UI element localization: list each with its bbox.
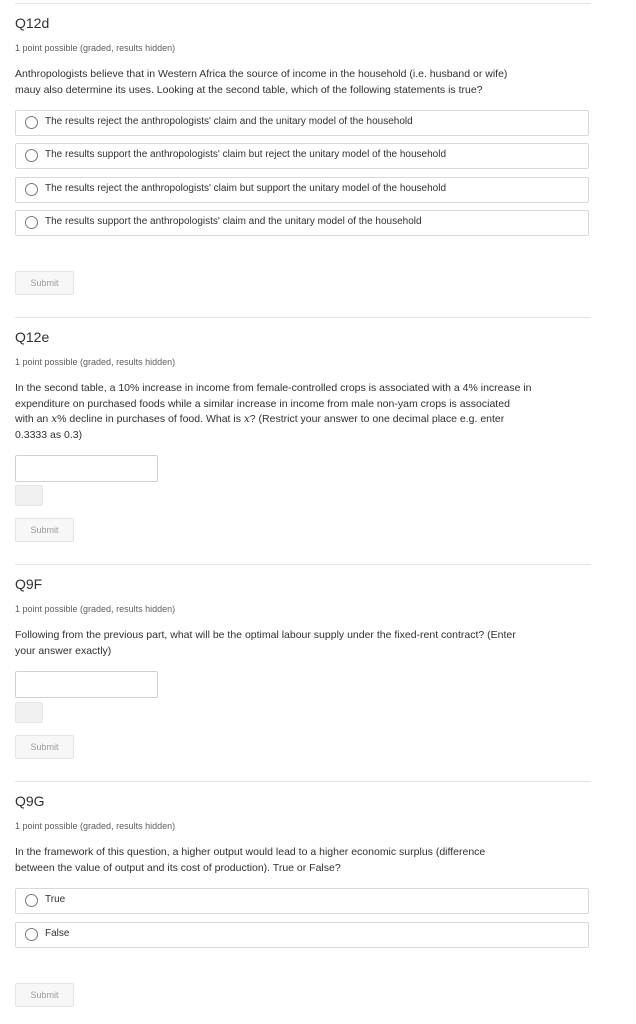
radio-icon[interactable] — [25, 149, 38, 162]
submit-button[interactable]: Submit — [15, 518, 74, 542]
question-title: Q12e — [15, 329, 50, 345]
choice-label: True — [45, 894, 66, 905]
section-divider — [15, 781, 591, 782]
question-prompt — [15, 67, 591, 98]
question-meta: 1 point possible (graded, results hidden) — [15, 43, 176, 53]
choice-label: The results support the anthropologists' claim and the unitary model of the household — [45, 216, 422, 227]
question-title: Q9G — [15, 793, 45, 809]
prompt-line: In the framework of this question, a higher output would lead to a higher economic surplus (difference — [15, 846, 486, 858]
question-prompt — [15, 628, 591, 659]
answer-status-indicator — [15, 702, 43, 723]
question-prompt — [15, 381, 591, 443]
question-prompt — [15, 845, 591, 876]
choice-label: The results support the anthropologists' claim but reject the unitary model of the household — [45, 149, 447, 160]
choice-label: The results reject the anthropologists' claim and the unitary model of the household — [45, 116, 413, 127]
prompt-line: with an x% decline in purchases of food. What is x? (Restrict your answer to one decimal place e.g. enter — [15, 413, 505, 425]
choice-option[interactable] — [15, 110, 589, 136]
submit-button[interactable]: Submit — [15, 735, 74, 759]
question-meta: 1 point possible (graded, results hidden) — [15, 821, 176, 831]
answer-input[interactable] — [15, 455, 158, 482]
choice-label: False — [45, 928, 70, 939]
choice-label: The results reject the anthropologists' claim but support the unitary model of the household — [45, 183, 447, 194]
radio-icon[interactable] — [25, 894, 38, 907]
prompt-line: your answer exactly) — [15, 644, 112, 657]
choice-option[interactable] — [15, 177, 589, 203]
section-divider — [15, 317, 591, 318]
submit-button[interactable]: Submit — [15, 271, 74, 295]
radio-icon[interactable] — [25, 216, 38, 229]
prompt-line: expenditure on purchased foods while a similar increase in income from male non-yam crops is associated — [15, 397, 510, 410]
choice-option[interactable] — [15, 922, 589, 948]
submit-button[interactable]: Submit — [15, 983, 74, 1007]
prompt-line: In the second table, a 10% increase in income from female-controlled crops is associated with a 4% increase in — [15, 382, 532, 394]
answer-status-indicator — [15, 485, 43, 506]
question-meta: 1 point possible (graded, results hidden) — [15, 357, 176, 367]
choice-option[interactable] — [15, 888, 589, 914]
choice-option[interactable] — [15, 143, 589, 169]
answer-input[interactable] — [15, 671, 158, 698]
question-meta: 1 point possible (graded, results hidden) — [15, 604, 176, 614]
prompt-line: between the value of output and its cost of production). True or False? — [15, 861, 341, 874]
choice-option[interactable] — [15, 210, 589, 236]
section-divider — [15, 3, 591, 4]
prompt-line: Following from the previous part, what will be the optimal labour supply under the fixed-rent contract? (Enter — [15, 629, 516, 641]
radio-icon[interactable] — [25, 183, 38, 196]
prompt-line: 0.3333 as 0.3) — [15, 428, 83, 441]
question-title: Q9F — [15, 576, 43, 592]
prompt-line: mauy also determine its uses. Looking at the second table, which of the following statements is true? — [15, 83, 483, 96]
radio-icon[interactable] — [25, 928, 38, 941]
question-title: Q12d — [15, 15, 50, 31]
section-divider — [15, 564, 591, 565]
math-variable: x — [243, 413, 250, 425]
math-variable: x — [51, 413, 58, 425]
radio-icon[interactable] — [25, 116, 38, 129]
prompt-line: Anthropologists believe that in Western Africa the source of income in the household (i.e. husband or wife) — [15, 68, 508, 80]
